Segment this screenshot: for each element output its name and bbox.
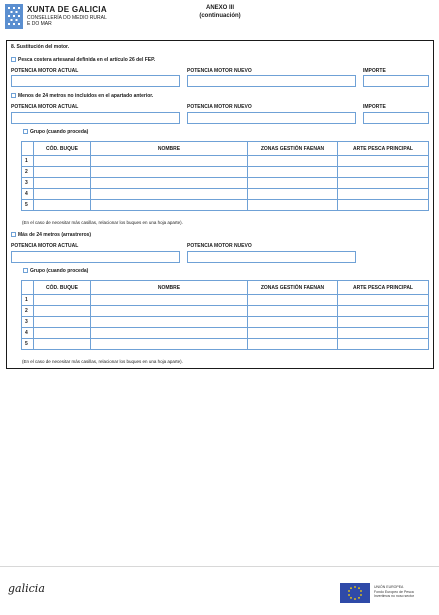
gear-cell[interactable] [338,156,429,167]
row-number: 4 [22,189,34,200]
option2-current-power-field[interactable] [11,112,180,124]
table-header-row [22,142,429,156]
org-subtitle [27,15,107,27]
option3-current-power-label: POTENCIA MOTOR ACTUAL [11,243,79,249]
option1-label: Pesca costera artesanal definida en el artículo 26 del FEP. [18,57,156,63]
table-header-zones: ZONAS GESTIÓN FAENAN [248,281,338,295]
table-header-row [22,281,429,295]
name-cell[interactable] [91,339,248,350]
table-row [22,317,429,328]
zones-cell[interactable] [248,339,338,350]
row-number: 5 [22,200,34,211]
gear-cell[interactable] [338,295,429,306]
table-header-zones: ZONAS GESTIÓN FAENAN [248,142,338,156]
eu-line-2: Fondo Europeo de Pesca [374,589,414,594]
name-cell[interactable] [91,306,248,317]
option2-amount-field[interactable] [363,112,429,124]
zones-cell[interactable] [248,317,338,328]
option2-new-power-label: POTENCIA MOTOR NUEVO [187,104,252,110]
table-row [22,156,429,167]
gear-cell[interactable] [338,178,429,189]
vessel-code-cell[interactable] [34,178,91,189]
option3-label: Más de 24 metros (arrastreros) [18,232,92,238]
xunta-logo-icon [5,4,23,29]
option3-note: (En el caso de necesitar más casillas, relacionar los buques en una hoja aparte). [22,359,183,364]
row-number: 4 [22,328,34,339]
eu-line-3: Invertimos no noso sector [374,594,415,598]
vessel-code-cell[interactable] [34,156,91,167]
vessel-code-cell[interactable] [34,339,91,350]
vessel-code-cell[interactable] [34,167,91,178]
zones-cell[interactable] [248,295,338,306]
table-header-name: NOMBRE [91,281,248,295]
table-row [22,189,429,200]
vessel-code-cell[interactable] [34,189,91,200]
annex-title: ANEXO III [205,5,234,11]
option2-group-checkbox[interactable] [23,129,28,134]
galicia-brand-logo: galicia [8,582,45,595]
org-subtitle-line-2: E DO MAR [27,21,52,27]
table-row [22,328,429,339]
zones-cell[interactable] [248,167,338,178]
gear-cell[interactable] [338,328,429,339]
table-header-fishing-gear: ARTE PESCA PRINCIPAL [338,281,429,295]
table-header-number [22,281,34,295]
gear-cell[interactable] [338,200,429,211]
row-number: 2 [22,167,34,178]
option2-group-label: Grupo (cuando proceda) [30,129,89,135]
option3-new-power-label: POTENCIA MOTOR NUEVO [187,243,252,249]
org-title: XUNTA DE GALICIA [27,5,107,14]
zones-cell[interactable] [248,189,338,200]
zones-cell[interactable] [248,328,338,339]
eu-line-1: UNIÓN EUROPEA [374,585,404,589]
option2-vessel-table [21,141,429,211]
gear-cell[interactable] [338,189,429,200]
option1-amount-label: IMPORTE [363,68,386,74]
zones-cell[interactable] [248,156,338,167]
option1-current-power-field[interactable] [11,75,180,87]
table-header-vessel-code: CÓD. BUQUE [34,281,91,295]
option3-group-checkbox[interactable] [23,268,28,273]
gear-cell[interactable] [338,306,429,317]
name-cell[interactable] [91,200,248,211]
table-row [22,178,429,189]
table-row [22,339,429,350]
vessel-code-cell[interactable] [34,317,91,328]
name-cell[interactable] [91,317,248,328]
name-cell[interactable] [91,295,248,306]
annex-heading [150,4,290,20]
option2-label: Menos de 24 metros no incluidos en el apartado anterior. [18,93,154,99]
row-number: 1 [22,295,34,306]
option3-group-label: Grupo (cuando proceda) [30,268,89,274]
section-title: 8. Sustitución del motor. [11,44,70,50]
option1-new-power-label: POTENCIA MOTOR NUEVO [187,68,252,74]
annex-subtitle: (continuación) [199,13,241,19]
vessel-code-cell[interactable] [34,328,91,339]
row-number: 3 [22,178,34,189]
row-number: 2 [22,306,34,317]
option1-amount-field[interactable] [363,75,429,87]
gear-cell[interactable] [338,167,429,178]
option2-note: (En el caso de necesitar más casillas, relacionar los buques en una hoja aparte). [22,220,183,225]
option2-amount-label: IMPORTE [363,104,386,110]
table-header-vessel-code: CÓD. BUQUE [34,142,91,156]
table-header-number [22,142,34,156]
option3-current-power-field[interactable] [11,251,180,263]
vessel-code-cell[interactable] [34,200,91,211]
gear-cell[interactable] [338,339,429,350]
name-cell[interactable] [91,328,248,339]
zones-cell[interactable] [248,200,338,211]
zones-cell[interactable] [248,306,338,317]
name-cell[interactable] [91,189,248,200]
option3-vessel-table [21,280,429,350]
zones-cell[interactable] [248,178,338,189]
table-row [22,295,429,306]
vessel-code-cell[interactable] [34,306,91,317]
option1-current-power-label: POTENCIA MOTOR ACTUAL [11,68,79,74]
gear-cell[interactable] [338,317,429,328]
eu-funding-text [374,585,414,599]
option3-new-power-field[interactable] [187,251,356,263]
table-row [22,167,429,178]
eu-flag-icon [340,583,370,603]
vessel-code-cell[interactable] [34,295,91,306]
option1-checkbox[interactable] [11,57,16,62]
name-cell[interactable] [91,178,248,189]
row-number: 1 [22,156,34,167]
option2-new-power-field[interactable] [187,112,356,124]
table-header-name: NOMBRE [91,142,248,156]
org-subtitle-line-1: CONSELLERÍA DO MEDIO RURAL [27,15,107,21]
option1-new-power-field[interactable] [187,75,356,87]
table-row [22,200,429,211]
option2-checkbox[interactable] [11,93,16,98]
table-row [22,306,429,317]
option3-checkbox[interactable] [11,232,16,237]
row-number: 5 [22,339,34,350]
footer-divider [0,566,439,567]
name-cell[interactable] [91,156,248,167]
table-header-fishing-gear: ARTE PESCA PRINCIPAL [338,142,429,156]
option2-current-power-label: POTENCIA MOTOR ACTUAL [11,104,79,110]
row-number: 3 [22,317,34,328]
name-cell[interactable] [91,167,248,178]
